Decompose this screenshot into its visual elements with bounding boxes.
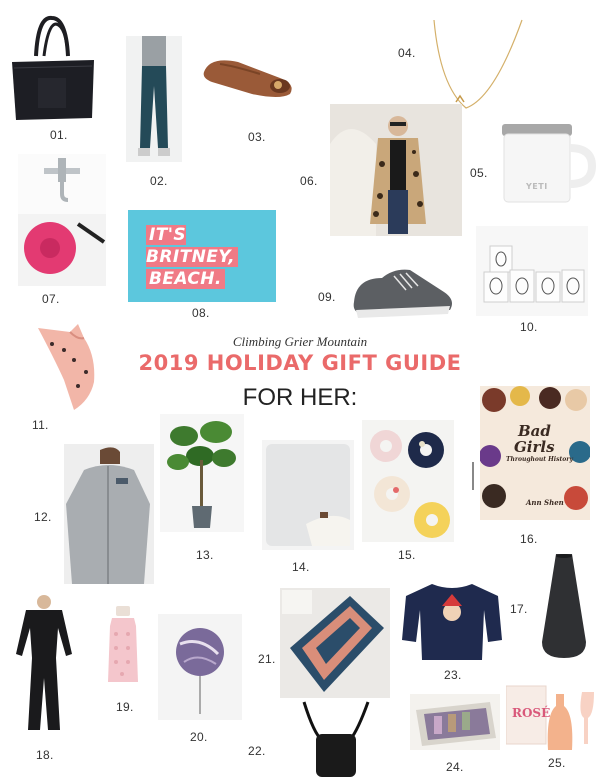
area-rug-image	[280, 588, 390, 698]
item-number-16: 16.	[520, 532, 538, 546]
holiday-sweatshirt-image	[402, 580, 502, 662]
item-number-22: 22.	[248, 744, 266, 758]
oil-diffuser-image	[538, 552, 590, 660]
item-number-01: 01.	[50, 128, 68, 142]
item-number-15: 15.	[398, 548, 416, 562]
banner-line-2: BEACH.	[146, 269, 225, 289]
item-number-18: 18.	[36, 748, 54, 762]
brush-cleaning-mat-image	[18, 154, 106, 286]
bad-girls-book-image	[480, 386, 590, 520]
item-number-07: 07.	[42, 292, 60, 306]
fiddle-leaf-fig-plant-image	[160, 414, 244, 532]
item-number-10: 10.	[520, 320, 538, 334]
item-number-08: 08.	[192, 306, 210, 320]
item-number-03: 03.	[248, 130, 266, 144]
item-number-20: 20.	[190, 730, 208, 744]
item-number-21: 21.	[258, 652, 276, 666]
sherpa-throw-blanket-image	[262, 440, 354, 550]
item-number-05: 05.	[470, 166, 488, 180]
scrunchies-image	[362, 420, 454, 542]
sparkling-rose-kit-image	[506, 684, 596, 754]
scroll-handle[interactable]	[472, 462, 474, 490]
item-number-06: 06.	[300, 174, 318, 188]
item-number-24: 24.	[446, 760, 464, 774]
fleece-jacket-image	[64, 444, 154, 584]
phone-crossbody-case-image	[294, 700, 378, 777]
black-pajama-set-image	[8, 594, 80, 734]
item-number-25: 25.	[548, 756, 566, 770]
blog-name: Climbing Grier Mountain	[232, 334, 368, 349]
item-number-19: 19.	[116, 700, 134, 714]
item-number-13: 13.	[196, 548, 214, 562]
item-number-04: 04.	[398, 46, 416, 60]
item-number-23: 23.	[444, 668, 462, 682]
tea-sampler-box-image	[410, 694, 500, 750]
mug-logo-text: YETI	[526, 182, 548, 191]
item-number-09: 09.	[318, 290, 336, 304]
rose-box-text: ROSÉ	[512, 706, 551, 720]
item-number-17: 17.	[510, 602, 528, 616]
yeti-mug-image	[492, 120, 596, 206]
black-tote-bag-image	[8, 10, 100, 122]
page-title: 2019 HOLIDAY GIFT GUIDE	[138, 351, 462, 375]
brown-ballet-flats-image	[200, 48, 300, 102]
wool-sneaker-image	[348, 248, 458, 330]
britney-beach-towel-image	[128, 210, 276, 302]
item-number-14: 14.	[292, 560, 310, 574]
item-number-11: 11.	[32, 418, 49, 432]
page-subtitle: FOR HER:	[242, 384, 358, 411]
book-title-line-3: Throughout History	[506, 456, 573, 463]
banner-line-1: IT'S BRITNEY,	[146, 225, 238, 267]
spiked-water-bottle-image	[100, 604, 146, 686]
book-title-line-2: Girls	[514, 438, 555, 456]
candle-set-image	[476, 226, 588, 316]
item-number-02: 02.	[150, 174, 168, 188]
item-number-12: 12.	[34, 510, 52, 524]
leggings-image	[126, 36, 182, 162]
leopard-cardigan-model-image	[330, 104, 462, 236]
marble-wireless-charger-image	[158, 614, 242, 720]
book-author: Ann Shen	[526, 498, 564, 507]
book-title-line-1: Bad	[518, 422, 551, 440]
